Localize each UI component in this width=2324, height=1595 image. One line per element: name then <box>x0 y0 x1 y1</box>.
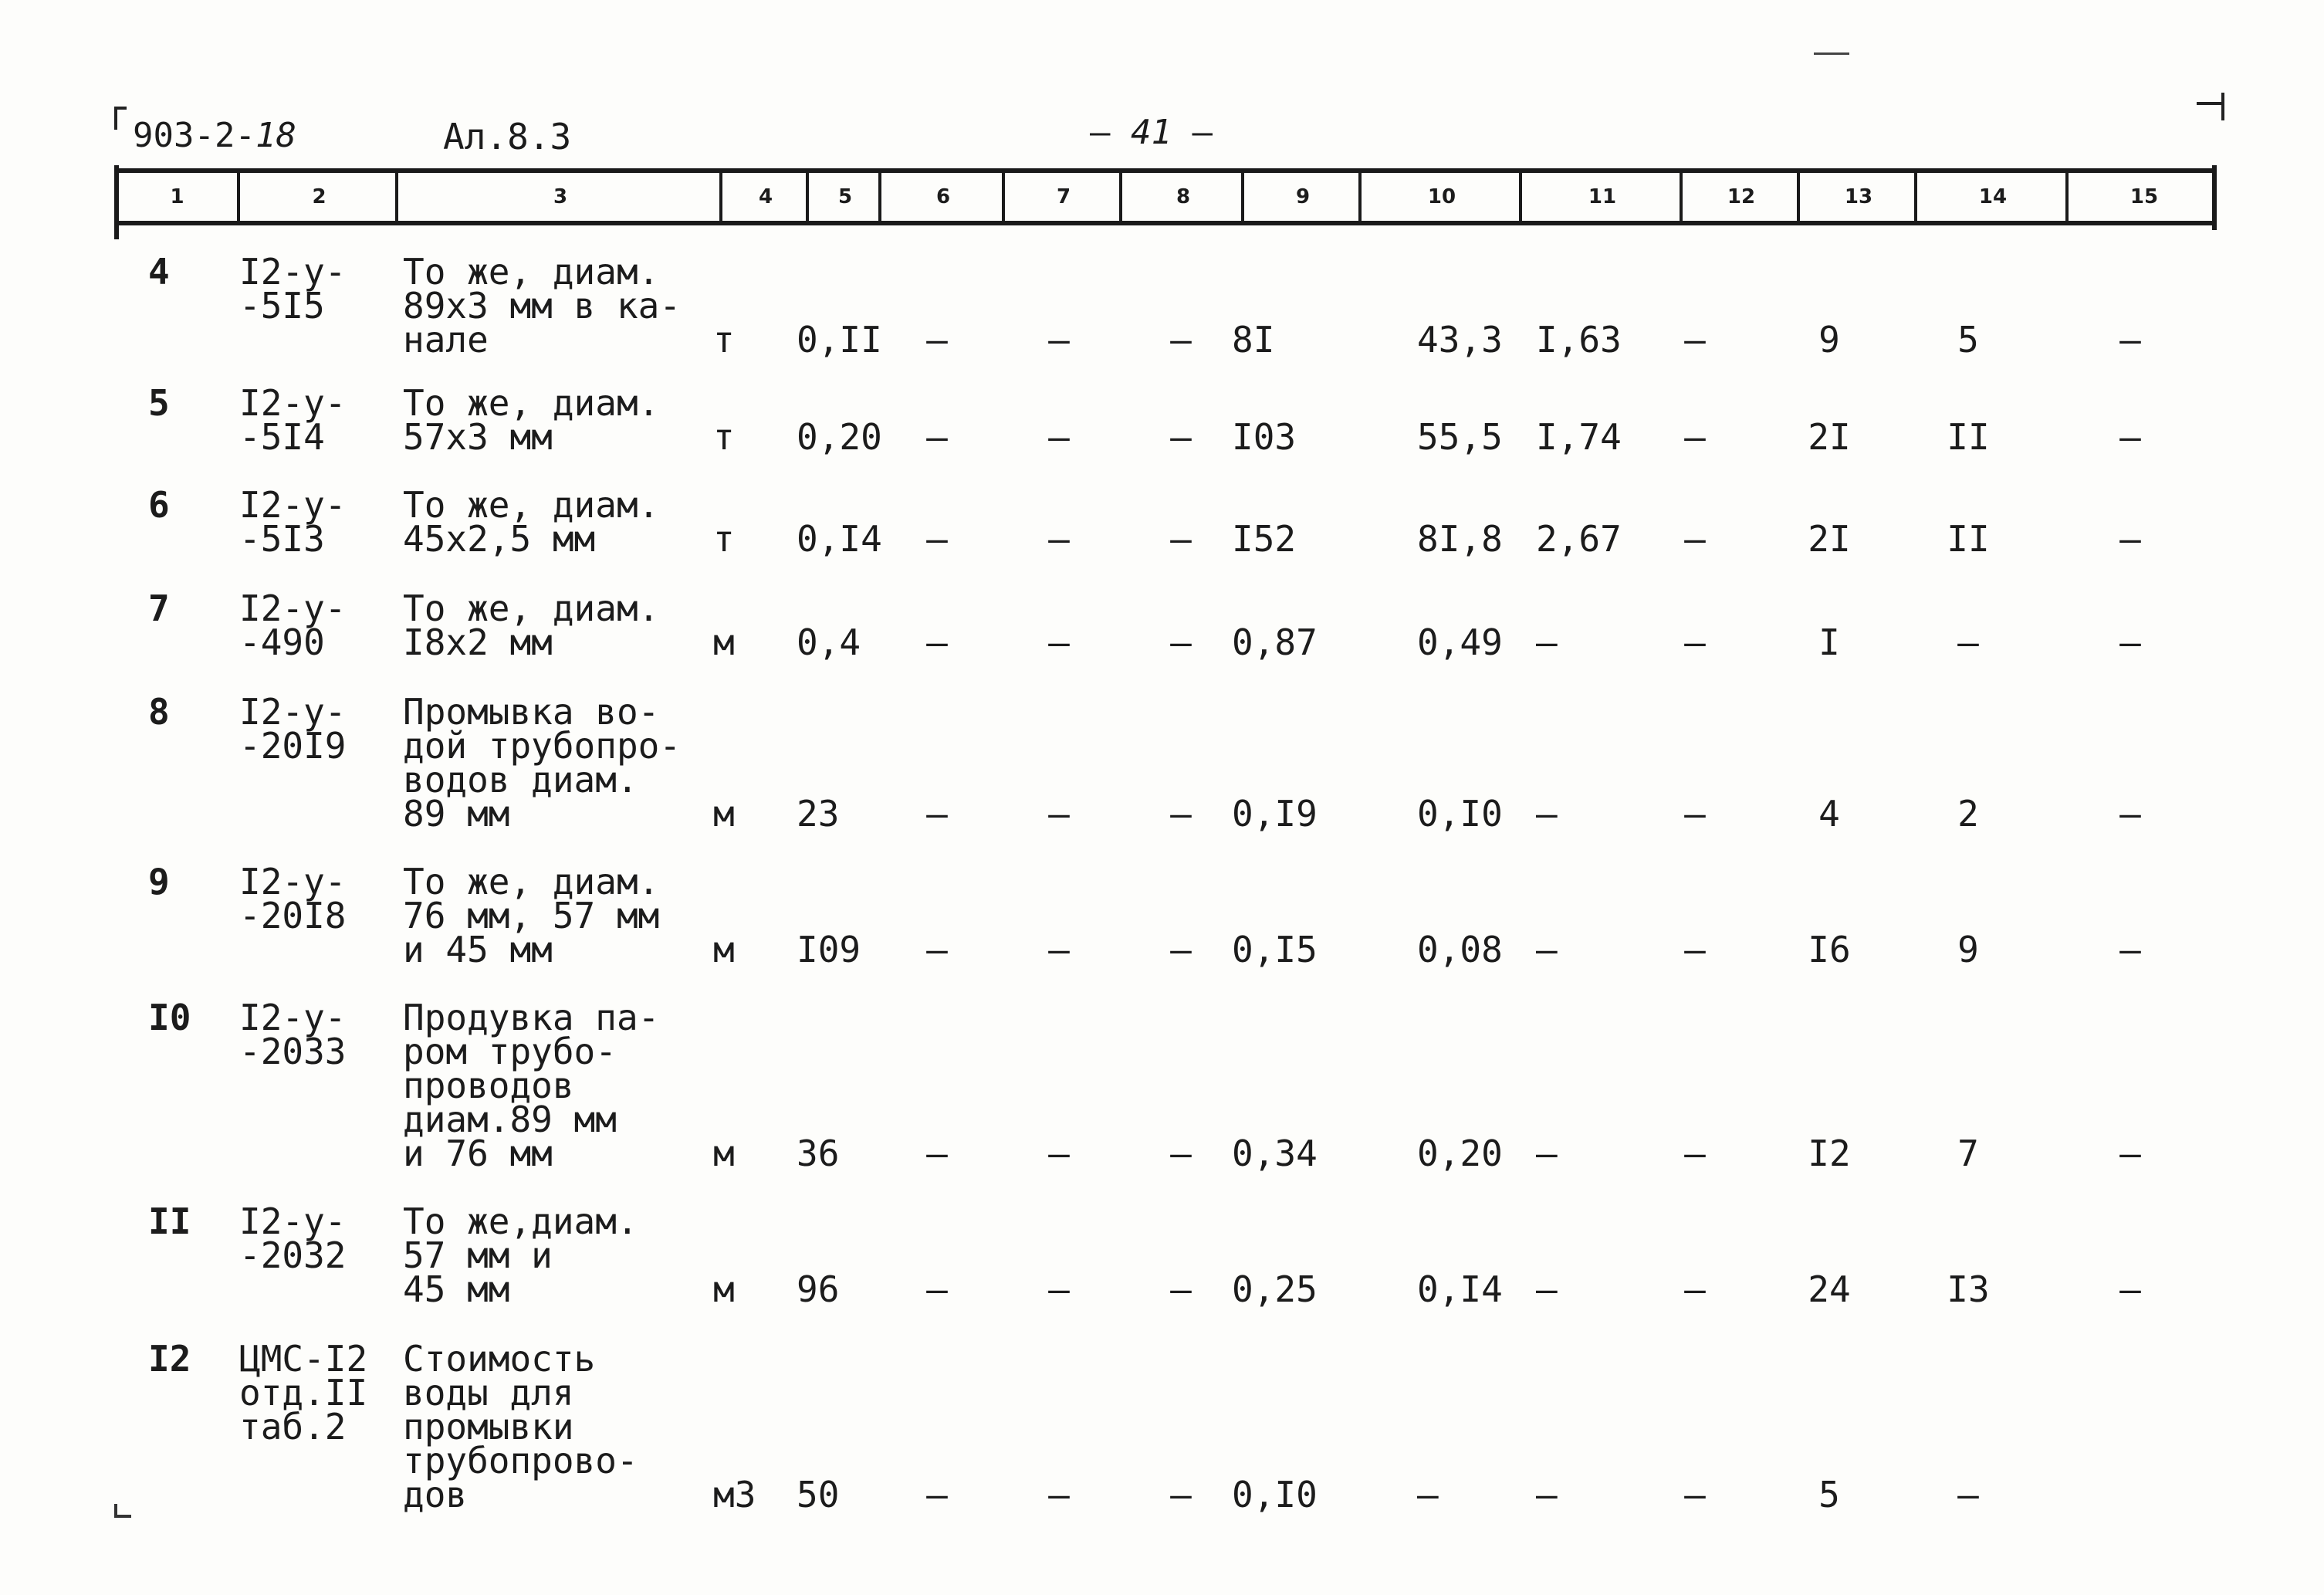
row-value-col-15: – <box>2119 621 2141 663</box>
row-value-col-11: – <box>1536 929 1558 970</box>
appendix-label: Ал.8.3 <box>443 116 572 157</box>
document-code-main: 903-2- <box>133 116 255 155</box>
document-code <box>133 116 296 155</box>
row-unit: м <box>713 1268 735 1310</box>
row-code-line: I2-у- <box>239 251 347 293</box>
row-value-col-9: 0,I5 <box>1232 929 1318 970</box>
row-value-col-7: – <box>1048 416 1070 458</box>
row-value-col-14: 5 <box>1957 319 1979 361</box>
row-number: I2 <box>148 1338 191 1380</box>
row-value-col-8: – <box>1170 929 1192 970</box>
row-quantity: 0,20 <box>797 416 882 458</box>
row-quantity: 23 <box>797 793 840 835</box>
row-description-line: 89 мм <box>403 793 510 835</box>
row-description-line: То же, диам. <box>403 382 660 424</box>
row-quantity: 96 <box>797 1268 840 1310</box>
row-description-line: и 45 мм <box>403 929 553 970</box>
row-code-line: I2-у- <box>239 997 347 1038</box>
row-value-col-7: – <box>1048 319 1070 361</box>
page-number-value: 41 <box>1130 113 1172 152</box>
column-header-12: 12 <box>1680 173 1800 221</box>
row-value-col-9: 0,87 <box>1232 621 1318 663</box>
column-header-2: 2 <box>237 173 398 221</box>
row-value-col-12: – <box>1684 1268 1706 1310</box>
row-value-col-6: – <box>926 319 948 361</box>
row-code-line: I2-у- <box>239 861 347 902</box>
row-value-col-11: – <box>1536 1133 1558 1174</box>
row-value-col-13: 4 <box>1818 793 1840 835</box>
row-unit: т <box>713 518 735 560</box>
corner-mark-top-left <box>114 107 127 130</box>
row-value-col-12: – <box>1684 518 1706 560</box>
row-value-col-6: – <box>926 929 948 970</box>
row-value-col-14: – <box>1957 1474 1979 1515</box>
column-header-6: 6 <box>878 173 1005 221</box>
row-description-line: То же, диам. <box>403 484 660 526</box>
row-code-line: -2033 <box>239 1031 347 1072</box>
row-value-col-8: – <box>1170 793 1192 835</box>
row-description-line: То же, диам. <box>403 588 660 629</box>
row-code-line: I2-у- <box>239 691 347 733</box>
row-value-col-7: – <box>1048 793 1070 835</box>
row-unit: м <box>713 793 735 835</box>
row-value-col-14: 9 <box>1957 929 1979 970</box>
row-number: I0 <box>148 997 191 1038</box>
row-value-col-7: – <box>1048 518 1070 560</box>
row-value-col-9: I52 <box>1232 518 1297 560</box>
row-description-line: 45х2,5 мм <box>403 518 596 560</box>
column-header-7: 7 <box>1002 173 1122 221</box>
corner-mark-top-right <box>2197 102 2223 105</box>
row-description-line: ром трубо- <box>403 1031 617 1072</box>
row-value-col-7: – <box>1048 929 1070 970</box>
row-description-line: и 76 мм <box>403 1133 553 1174</box>
row-code-line: ЦМС-I2 <box>239 1338 368 1380</box>
row-value-col-13: 9 <box>1818 319 1840 361</box>
page-number: — 41 — <box>1090 113 1213 152</box>
row-code-line: -20I8 <box>239 895 347 936</box>
row-value-col-15: – <box>2119 1133 2141 1174</box>
row-number: 4 <box>148 251 170 293</box>
column-header-13: 13 <box>1797 173 1917 221</box>
column-header-row <box>117 168 2217 225</box>
row-unit: т <box>713 416 735 458</box>
row-description-line: воды для <box>403 1372 574 1414</box>
row-number: 9 <box>148 861 170 902</box>
row-value-col-12: – <box>1684 319 1706 361</box>
column-header-1: 1 <box>170 185 184 208</box>
column-header-9: 9 <box>1241 173 1362 221</box>
row-code-line: -20I9 <box>239 725 347 767</box>
row-value-col-7: – <box>1048 1474 1070 1515</box>
row-value-col-11: I,63 <box>1536 319 1622 361</box>
row-code-line: I2-у- <box>239 484 347 526</box>
column-header-14: 14 <box>1914 173 2069 221</box>
row-description-line: I8х2 мм <box>403 621 553 663</box>
row-quantity: 0,4 <box>797 621 861 663</box>
row-unit: м <box>713 1133 735 1174</box>
row-value-col-8: – <box>1170 621 1192 663</box>
row-value-col-15: – <box>2119 416 2141 458</box>
row-code-line: I2-у- <box>239 588 347 629</box>
corner-mark-top-right-vertical <box>2221 93 2224 120</box>
row-value-col-12: – <box>1684 929 1706 970</box>
row-description-line: То же,диам. <box>403 1200 638 1242</box>
row-value-col-15: – <box>2119 1268 2141 1310</box>
column-header-3: 3 <box>395 173 722 221</box>
row-value-col-10: – <box>1417 1474 1439 1515</box>
column-header-10: 10 <box>1358 173 1522 221</box>
row-value-col-6: – <box>926 793 948 835</box>
row-value-col-8: – <box>1170 518 1192 560</box>
row-description-line: То же, диам. <box>403 251 660 293</box>
row-value-col-9: 0,34 <box>1232 1133 1318 1174</box>
row-value-col-9: I03 <box>1232 416 1297 458</box>
row-value-col-11: I,74 <box>1536 416 1622 458</box>
row-value-col-14: 2 <box>1957 793 1979 835</box>
row-code-line: I2-у- <box>239 1200 347 1242</box>
row-value-col-6: – <box>926 518 948 560</box>
row-value-col-8: – <box>1170 319 1192 361</box>
top-dash-mark <box>1814 52 1849 55</box>
row-value-col-14: – <box>1957 621 1979 663</box>
row-unit: м <box>713 621 735 663</box>
row-number: 8 <box>148 691 170 733</box>
row-description-line: Стоимость <box>403 1338 596 1380</box>
row-value-col-13: 2I <box>1808 416 1851 458</box>
row-value-col-12: – <box>1684 621 1706 663</box>
corner-mark-bottom-left <box>114 1504 131 1518</box>
row-value-col-7: – <box>1048 621 1070 663</box>
row-value-col-13: 2I <box>1808 518 1851 560</box>
row-value-col-13: 5 <box>1818 1474 1840 1515</box>
row-quantity: 0,I4 <box>797 518 882 560</box>
row-value-col-9: 0,25 <box>1232 1268 1318 1310</box>
row-value-col-14: I3 <box>1947 1268 1990 1310</box>
row-value-col-10: 0,20 <box>1417 1133 1503 1174</box>
row-quantity: 0,II <box>797 319 882 361</box>
row-number: 6 <box>148 484 170 526</box>
row-code-line: I2-у- <box>239 382 347 424</box>
row-value-col-10: 8I,8 <box>1417 518 1503 560</box>
row-value-col-13: I6 <box>1808 929 1851 970</box>
row-value-col-10: 0,08 <box>1417 929 1503 970</box>
row-value-col-6: – <box>926 621 948 663</box>
row-description-line: Продувка па- <box>403 997 660 1038</box>
row-value-col-9: 8I <box>1232 319 1275 361</box>
row-value-col-11: 2,67 <box>1536 518 1622 560</box>
row-value-col-8: – <box>1170 416 1192 458</box>
row-code-line: -5I4 <box>239 416 325 458</box>
row-unit: м3 <box>713 1474 756 1515</box>
row-number: 7 <box>148 588 170 629</box>
row-value-col-10: 0,I0 <box>1417 793 1503 835</box>
row-value-col-12: – <box>1684 1133 1706 1174</box>
row-description-line: То же, диам. <box>403 861 660 902</box>
row-value-col-15: – <box>2119 319 2141 361</box>
row-description-line: 76 мм, 57 мм <box>403 895 660 936</box>
row-value-col-13: I <box>1818 621 1840 663</box>
row-value-col-9: 0,I0 <box>1232 1474 1318 1515</box>
row-value-col-12: – <box>1684 793 1706 835</box>
row-value-col-14: II <box>1947 518 1990 560</box>
row-code-line: таб.2 <box>239 1406 347 1448</box>
row-unit: м <box>713 929 735 970</box>
row-value-col-11: – <box>1536 1268 1558 1310</box>
row-code-line: -5I5 <box>239 285 325 327</box>
row-value-col-14: 7 <box>1957 1133 1979 1174</box>
row-value-col-13: I2 <box>1808 1133 1851 1174</box>
row-value-col-12: – <box>1684 416 1706 458</box>
row-value-col-8: – <box>1170 1474 1192 1515</box>
row-description-line: 57х3 мм <box>403 416 553 458</box>
row-value-col-10: 0,49 <box>1417 621 1503 663</box>
row-value-col-12: – <box>1684 1474 1706 1515</box>
row-description-line: дой трубопро- <box>403 725 682 767</box>
row-code-line: -2032 <box>239 1234 347 1276</box>
row-value-col-6: – <box>926 1474 948 1515</box>
row-description-line: проводов <box>403 1065 574 1106</box>
row-value-col-15: – <box>2119 793 2141 835</box>
row-quantity: I09 <box>797 929 861 970</box>
column-header-11: 11 <box>1519 173 1683 221</box>
row-quantity: 36 <box>797 1133 840 1174</box>
row-description-line: дов <box>403 1474 468 1515</box>
row-value-col-11: – <box>1536 621 1558 663</box>
row-description-line: промывки <box>403 1406 574 1448</box>
row-value-col-10: 55,5 <box>1417 416 1503 458</box>
row-description-line: трубопрово- <box>403 1440 638 1482</box>
row-value-col-6: – <box>926 1268 948 1310</box>
row-code-line: -490 <box>239 621 325 663</box>
row-quantity: 50 <box>797 1474 840 1515</box>
row-value-col-11: – <box>1536 1474 1558 1515</box>
row-description-line: диам.89 мм <box>403 1099 617 1140</box>
row-number: II <box>148 1200 191 1242</box>
row-value-col-14: II <box>1947 416 1990 458</box>
column-header-5: 5 <box>806 173 881 221</box>
row-description-line: нале <box>403 319 489 361</box>
row-code-line: -5I3 <box>239 518 325 560</box>
row-description-line: 89х3 мм в ка- <box>403 285 682 327</box>
row-description-line: 57 мм и <box>403 1234 553 1276</box>
row-value-col-15: – <box>2119 518 2141 560</box>
row-value-col-13: 24 <box>1808 1268 1851 1310</box>
document-code-suffix: 18 <box>255 116 296 155</box>
row-description-line: 45 мм <box>403 1268 510 1310</box>
row-value-col-15: – <box>2119 929 2141 970</box>
row-description-line: Промывка во- <box>403 691 660 733</box>
row-value-col-9: 0,I9 <box>1232 793 1318 835</box>
row-value-col-8: – <box>1170 1133 1192 1174</box>
column-header-15: 15 <box>2065 173 2220 221</box>
row-description-line: водов диам. <box>403 759 638 801</box>
row-code-line: отд.II <box>239 1372 368 1414</box>
row-value-col-6: – <box>926 416 948 458</box>
row-number: 5 <box>148 382 170 424</box>
row-value-col-8: – <box>1170 1268 1192 1310</box>
row-value-col-7: – <box>1048 1268 1070 1310</box>
column-header-4: 4 <box>719 173 809 221</box>
row-value-col-11: – <box>1536 793 1558 835</box>
row-value-col-6: – <box>926 1133 948 1174</box>
column-header-8: 8 <box>1119 173 1244 221</box>
row-value-col-7: – <box>1048 1133 1070 1174</box>
row-unit: т <box>713 319 735 361</box>
row-value-col-10: 43,3 <box>1417 319 1503 361</box>
row-value-col-10: 0,I4 <box>1417 1268 1503 1310</box>
